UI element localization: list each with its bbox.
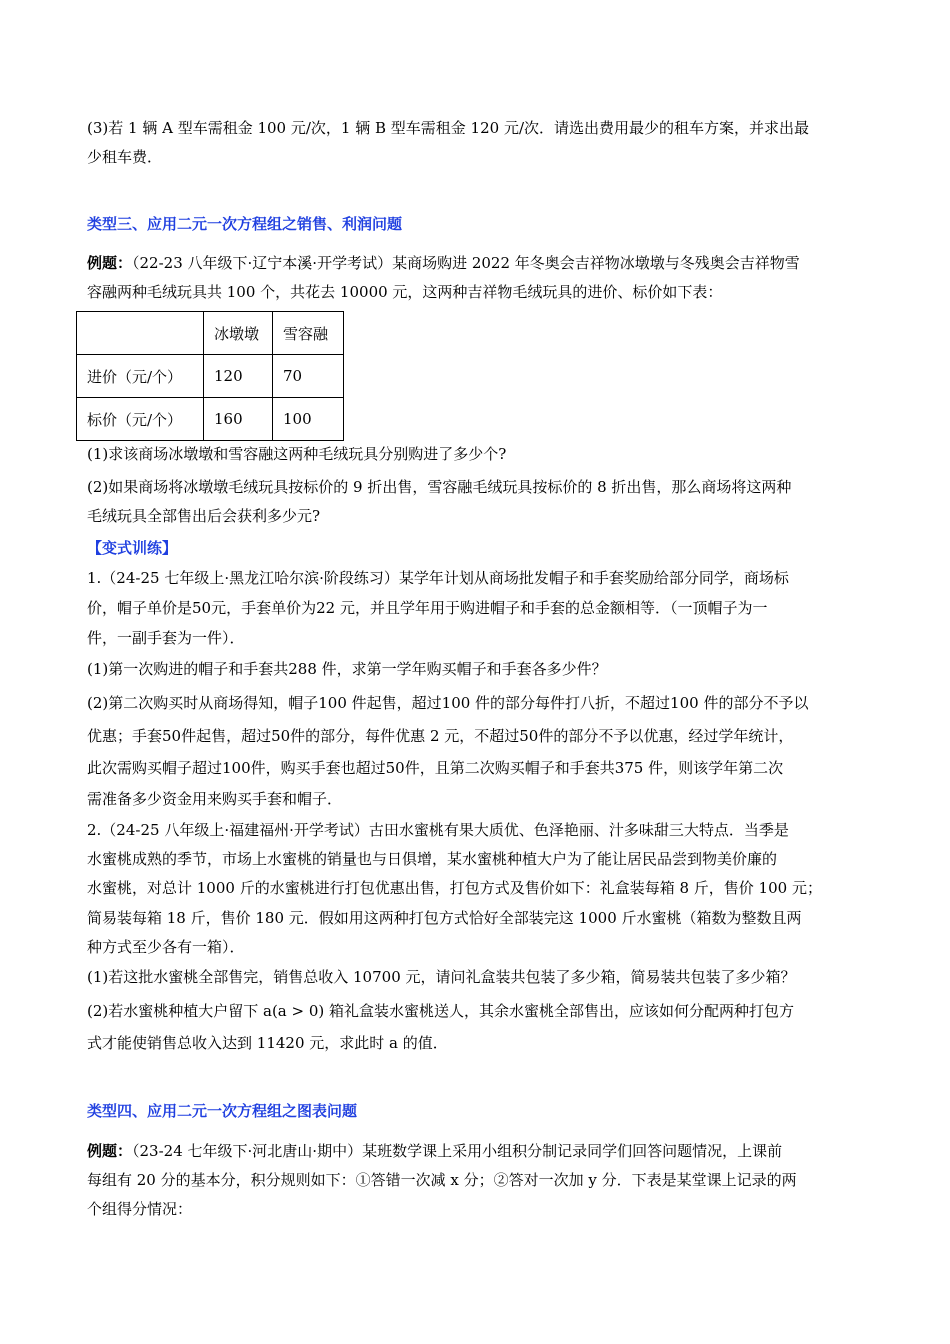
example-3-q2-line-1: (2)如果商场将冰墩墩毛绒玩具按标价的 9 折出售，雪容融毛绒玩具按标价的 8 折出售，那么商场将这两种 xyxy=(87,478,792,496)
table-cell: 70 xyxy=(273,355,344,398)
table-cell: 雪容融 xyxy=(273,312,344,355)
variant-training-label: 【变式训练】 xyxy=(87,539,178,557)
problem-1-line-2: 价，帽子单价是50元，手套单价为22 元，并且学年用于购进帽子和手套的总金额相等．（一顶帽子为一 xyxy=(87,599,768,617)
example-3-q2-line-2: 毛绒玩具全部售出后会获利多少元? xyxy=(87,507,321,525)
problem-2-q1: (1)若这批水蜜桃全部售完，销售总收入 10700 元，请问礼盒装共包装了多少箱，简易装共包装了多少箱？ xyxy=(87,968,796,986)
example-4-line-1 xyxy=(87,1141,782,1161)
example-3-line-1 xyxy=(87,253,800,273)
table-cell: 120 xyxy=(204,355,273,398)
problem-1-q1: (1)第一次购进的帽子和手套共288 件，求第一学年购买帽子和手套各多少件？ xyxy=(87,660,607,678)
problem-2-q2-line-1: (2)若水蜜桃种植大户留下 a(a > 0) 箱礼盒装水蜜桃送人，其余水蜜桃全部售出，应该如何分配两种打包方 xyxy=(87,1002,795,1020)
problem-2-line-1: 2.（24-25 八年级上·福建福州·开学考试）古田水蜜桃有果大质优、色泽艳丽、汁多味甜三大特点．当季是 xyxy=(87,821,789,839)
table-row xyxy=(77,355,344,398)
problem-1-q2-line-2: 优惠；手套50件起售，超过50件的部分，每件优惠 2 元，不超过50件的部分不予以优惠，经过学年统计， xyxy=(87,727,794,745)
example-3-line-2: 容融两种毛绒玩具共 100 个，共花去 10000 元，这两种吉祥物毛绒玩具的进价、标价如下表： xyxy=(87,283,723,301)
example-4-text-1: （23-24 七年级下·河北唐山·期中）某班数学课上采用小组积分制记录同学们回答问题情况，上课前 xyxy=(132,1142,783,1160)
problem-2-q2-line-2: 式才能使销售总收入达到 11420 元，求此时 a 的值． xyxy=(87,1034,448,1052)
table-cell: 标价（元/个） xyxy=(77,398,204,441)
problem-1-line-1: 1.（24-25 七年级上·黑龙江哈尔滨·阶段练习）某学年计划从商场批发帽子和手套奖励给部分同学，商场标 xyxy=(87,569,789,587)
section-4-heading: 类型四、应用二元一次方程组之图表问题 xyxy=(87,1102,358,1120)
example-4-line-3: 个组得分情况： xyxy=(87,1200,193,1218)
table-cell: 冰墩墩 xyxy=(204,312,273,355)
problem-1-q2-line-1: (2)第二次购买时从商场得知，帽子100 件起售，超过100 件的部分每件打八折，不超过100 件的部分不予以 xyxy=(87,694,809,712)
example-3-q1: (1)求该商场冰墩墩和雪容融这两种毛绒玩具分别购进了多少个? xyxy=(87,445,507,463)
table-cell xyxy=(77,312,204,355)
problem-2-line-3: 水蜜桃，对总计 1000 斤的水蜜桃进行打包优惠出售，打包方式及售价如下：礼盒装每箱 8 斤，售价 100 元； xyxy=(87,879,822,897)
table-cell: 160 xyxy=(204,398,273,441)
example-3-text-1: （22-23 八年级下·辽宁本溪·开学考试）某商场购进 2022 年冬奥会吉祥物冰墩墩与冬残奥会吉祥物雪 xyxy=(132,254,800,272)
problem-1-line-3: 件，一副手套为一件）． xyxy=(87,629,245,647)
example-4-line-2: 每组有 20 分的基本分，积分规则如下：①答错一次减 x 分；②答对一次加 y 分．下表是某堂课上记录的两 xyxy=(87,1171,797,1189)
problem-2-line-4: 简易装每箱 18 斤，售价 180 元．假如用这两种打包方式恰好全部装完这 1000 斤水蜜桃（箱数为整数且两 xyxy=(87,909,802,927)
table-header-row xyxy=(77,312,344,355)
table-cell: 100 xyxy=(273,398,344,441)
example-label: 例题： xyxy=(87,1142,133,1160)
table-cell: 进价（元/个） xyxy=(77,355,204,398)
problem-2-line-5: 种方式至少各有一箱）． xyxy=(87,938,245,956)
q3-line-1: (3)若 1 辆 A 型车需租金 100 元/次，1 辆 B 型车需租金 120 元/次．请选出费用最少的租车方案，并求出最 xyxy=(87,119,810,137)
example-label: 例题： xyxy=(87,254,133,272)
q3-line-2: 少租车费． xyxy=(87,148,163,166)
price-table xyxy=(76,311,344,441)
section-3-heading: 类型三、应用二元一次方程组之销售、利润问题 xyxy=(87,215,403,233)
table-row xyxy=(77,398,344,441)
problem-1-q2-line-3: 此次需购买帽子超过100件，购买手套也超过50件，且第二次购买帽子和手套共375 件，则该学年第二次 xyxy=(87,759,784,777)
problem-1-q2-line-4: 需准备多少资金用来购买手套和帽子． xyxy=(87,790,343,808)
problem-2-line-2: 水蜜桃成熟的季节，市场上水蜜桃的销量也与日俱增，某水蜜桃种植大户为了能让居民品尝到物美价廉的 xyxy=(87,850,778,868)
